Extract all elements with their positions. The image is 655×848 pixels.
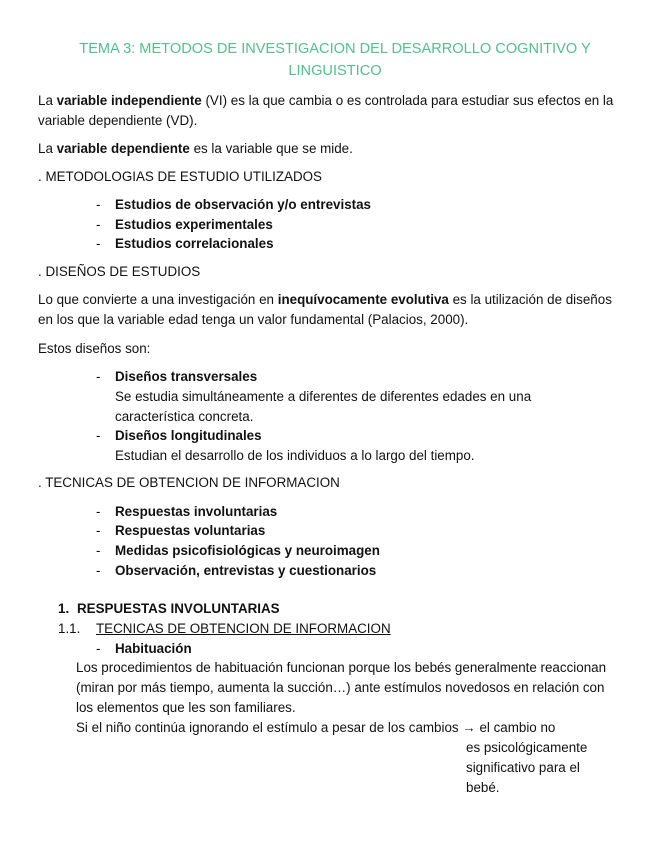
vd-definition: La variable dependiente es la variable que se mide.: [38, 141, 353, 156]
page-title: TEMA 3: METODOS DE INVESTIGACION DEL DESARROLLO COGNITIVO Y LINGUISTICO: [79, 41, 591, 79]
list-item: - Medidas psicofisiológicas y neuroimagen: [96, 543, 380, 558]
list-item: - Respuestas involuntarias: [96, 504, 278, 519]
list-item: - Habituación: [96, 641, 192, 656]
vi-definition: La variable independiente (VI) es la que cambia o es controlada para estudiar sus efectos en la variable dependiente (VD).: [38, 93, 614, 128]
list-item-description: Se estudia simultáneamente a diferentes de diferentes edades en una característica concreta.: [115, 389, 532, 424]
section-heading-respuestas: 1. RESPUESTAS INVOLUNTARIAS: [58, 601, 280, 616]
list-item: - Estudios de observación y/o entrevistas: [96, 197, 371, 212]
list-item: - Estudios experimentales: [96, 217, 273, 232]
list-item: - Diseños longitudinales: [96, 428, 262, 443]
habituacion-paragraph: Los procedimientos de habituación funcionan porque los bebés generalmente reaccionan (miran por más tiempo, aumenta la succión…) ante estímulos novedosos en relación con los elementos que les son familiares.: [76, 660, 607, 715]
list-item: - Respuestas voluntarias: [96, 523, 266, 538]
list-item-description: Estudian el desarrollo de los individuos a lo largo del tiempo.: [115, 448, 475, 463]
disenos-heading: . DISEÑOS DE ESTUDIOS: [38, 264, 201, 279]
habituacion-condition-continuation: es psicológicamente significativo para el bebé.: [466, 740, 588, 795]
disenos-paragraph: Lo que convierte a una investigación en inequívocamente evolutiva es la utilización de diseños en los que la variable edad tenga un valor fundamental (Palacios, 2000).: [38, 292, 612, 327]
key-term: inequívocamente evolutiva: [277, 292, 449, 307]
metodologias-heading: . METODOLOGIAS DE ESTUDIO UTILIZADOS: [38, 169, 322, 184]
tecnicas-heading: . TECNICAS DE OBTENCION DE INFORMACION: [38, 475, 340, 490]
subsection-heading: 1.1. TECNICAS DE OBTENCION DE INFORMACION: [58, 621, 391, 636]
list-item: - Observación, entrevistas y cuestionarios: [96, 563, 377, 578]
habituacion-condition: Si el niño continúa ignorando el estímulo a pesar de los cambios → el cambio no: [76, 720, 556, 735]
disenos-lead: Estos diseños son:: [38, 341, 151, 356]
list-item: - Diseños transversales: [96, 369, 258, 384]
list-item: - Estudios correlacionales: [96, 236, 274, 251]
vd-term: variable dependiente: [56, 141, 190, 156]
vi-term: variable independiente: [56, 93, 202, 108]
